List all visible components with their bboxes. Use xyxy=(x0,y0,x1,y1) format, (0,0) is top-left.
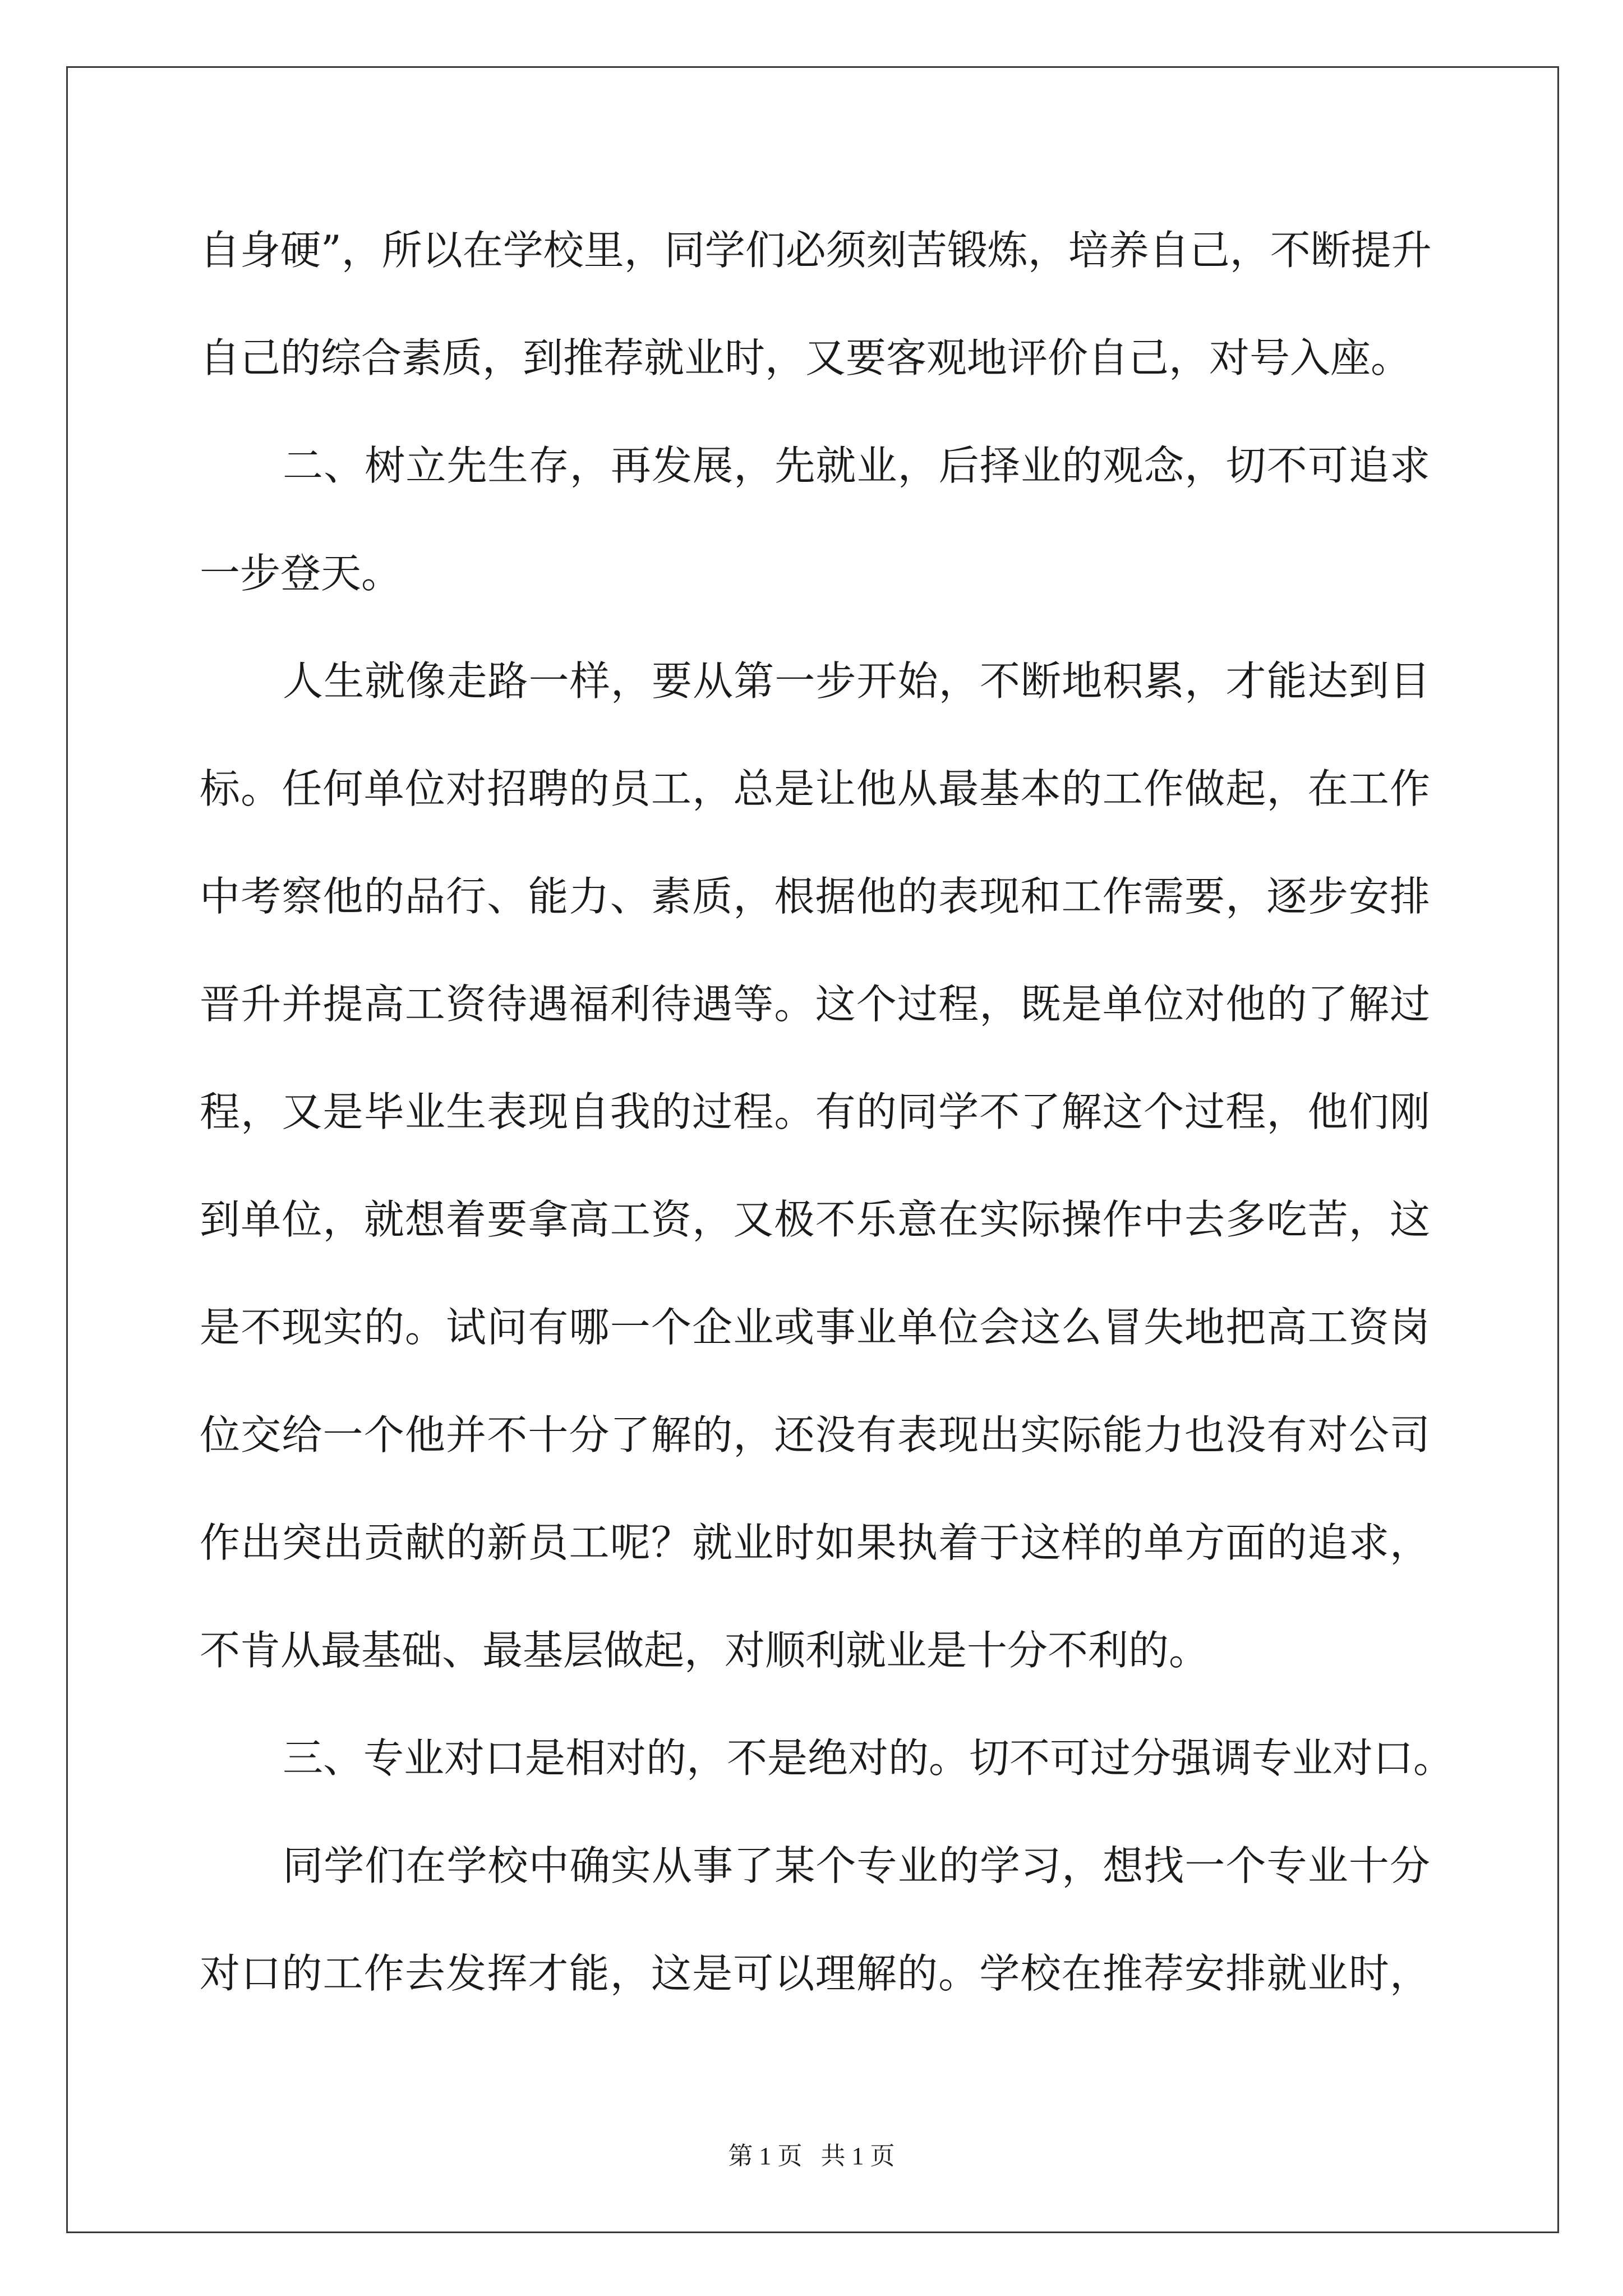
text-line: 同学们在学校中确实从事了某个专业的学习，想找一个专业十分 xyxy=(283,1842,1430,1889)
text-line: 标。任何单位对招聘的员工，总是让他从最基本的工作做起，在工作 xyxy=(200,765,1430,812)
section-heading-line: 二、树立先生存，再发展，先就业，后择业的观念，切不可追求 xyxy=(283,442,1430,489)
text-line: 晋升并提高工资待遇福利待遇等。这个过程，既是单位对他的了解过 xyxy=(200,981,1430,1028)
text-line: 人生就像走路一样，要从第一步开始，不断地积累，才能达到目 xyxy=(283,657,1430,705)
section-heading-line: 一步登天。 xyxy=(200,550,402,597)
text-line: 程，又是毕业生表现自我的过程。有的同学不了解这个过程，他们刚 xyxy=(200,1088,1430,1135)
text-line: 作出突出贡献的新员工呢？就业时如果执着于这样的单方面的追求， xyxy=(200,1519,1430,1566)
text-line: 自己的综合素质，到推荐就业时，又要客观地评价自己，对号入座。 xyxy=(200,334,1412,381)
body-text xyxy=(200,223,1454,2054)
section-heading-line: 三、专业对口是相对的，不是绝对的。切不可过分强调专业对口。 xyxy=(283,1734,1454,1782)
text-line: 不肯从最基础、最基层做起，对顺利就业是十分不利的。 xyxy=(200,1627,1210,1674)
text-line: 自身硬”，所以在学校里，同学们必须刻苦锻炼，培养自己，不断提升 xyxy=(200,227,1432,274)
text-line: 对口的工作去发挥才能，这是可以理解的。学校在推荐安排就业时， xyxy=(200,1950,1430,1997)
text-line: 到单位，就想着要拿高工资，又极不乐意在实际操作中去多吃苦，这 xyxy=(200,1196,1430,1243)
text-line: 是不现实的。试问有哪一个企业或事业单位会这么冒失地把高工资岗 xyxy=(200,1304,1430,1351)
text-line: 中考察他的品行、能力、素质，根据他的表现和工作需要，逐步安排 xyxy=(200,873,1430,920)
page-footer: 第 1 页 共 1 页 xyxy=(728,2142,895,2170)
text-line: 位交给一个他并不十分了解的，还没有表现出实际能力也没有对公司 xyxy=(200,1411,1430,1458)
